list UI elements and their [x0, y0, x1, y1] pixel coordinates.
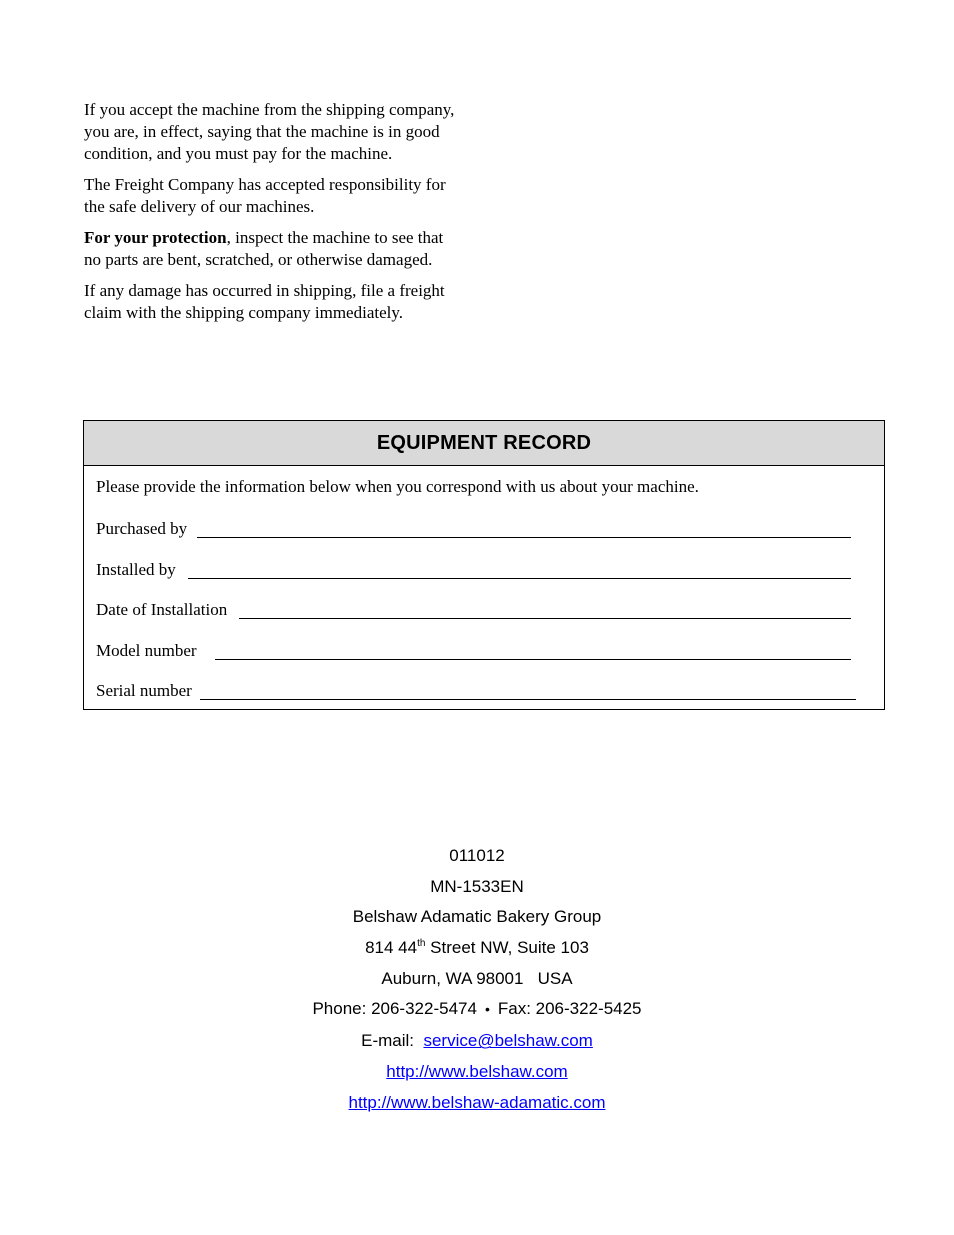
website-line-2 — [0, 1089, 954, 1120]
shipping-notice — [84, 99, 464, 333]
city-address: Auburn, WA 98001 USA — [381, 968, 573, 988]
equipment-record-title: EQUIPMENT RECORD — [84, 421, 884, 466]
phone-number: Phone: 206-322-5474 — [312, 999, 477, 1019]
company-footer — [0, 842, 954, 1120]
field-label: Date of Installation — [96, 600, 228, 619]
field-blank-line[interactable] — [239, 602, 851, 619]
phone-fax — [0, 995, 954, 1027]
document-number: MN-1533EN — [430, 876, 524, 896]
company-name: Belshaw Adamatic Bakery Group — [352, 907, 602, 927]
fax-number: Fax: 206-322-5425 — [497, 999, 642, 1019]
notice-paragraph-2: The Freight Company has accepted responsibility for the safe delivery of our machines. — [84, 175, 446, 216]
field-blank-line[interactable] — [197, 521, 851, 538]
field-blank-line[interactable] — [200, 683, 856, 700]
email-label: E-mail: — [361, 1031, 424, 1051]
notice-paragraph-4: If any damage has occurred in shipping, file a freight claim with the shipping company immediately. — [84, 281, 445, 322]
notice-paragraph-3 — [84, 227, 464, 271]
document-date: 011012 — [449, 846, 505, 865]
field-label: Purchased by — [96, 519, 188, 538]
field-blank-line[interactable] — [188, 562, 851, 579]
protection-text: , inspect the machine to see that no parts are bent, scratched, or otherwise damaged. — [84, 228, 444, 269]
bullet-separator: • — [484, 1001, 490, 1018]
field-label: Model number — [96, 641, 197, 660]
notice-paragraph-1: If you accept the machine from the shipping company, you are, in effect, saying that the machine is in good condition, and you must pay for the machine. — [84, 100, 455, 163]
field-serial-number[interactable] — [96, 677, 856, 701]
street-address: 814 44th Street NW, Suite 103 — [365, 938, 589, 958]
protection-heading: For your protection — [84, 228, 227, 247]
field-date-of-installation[interactable] — [96, 596, 851, 620]
website-link-belshaw-adamatic[interactable]: http://www.belshaw-adamatic.com — [348, 1092, 606, 1112]
equipment-record-instructions: Please provide the information below when you correspond with us about your machine. — [96, 477, 699, 496]
email-link[interactable]: service@belshaw.com — [423, 1031, 593, 1051]
website-link-belshaw[interactable]: http://www.belshaw.com — [386, 1062, 568, 1082]
field-installed-by[interactable] — [96, 556, 851, 580]
field-label: Serial number — [96, 681, 192, 700]
field-model-number[interactable] — [96, 637, 851, 661]
field-blank-line[interactable] — [215, 643, 851, 660]
email-line — [0, 1027, 954, 1058]
website-line-1 — [0, 1058, 954, 1089]
equipment-record-box — [83, 420, 885, 710]
field-label: Installed by — [96, 560, 176, 579]
field-purchased-by[interactable] — [96, 515, 851, 539]
